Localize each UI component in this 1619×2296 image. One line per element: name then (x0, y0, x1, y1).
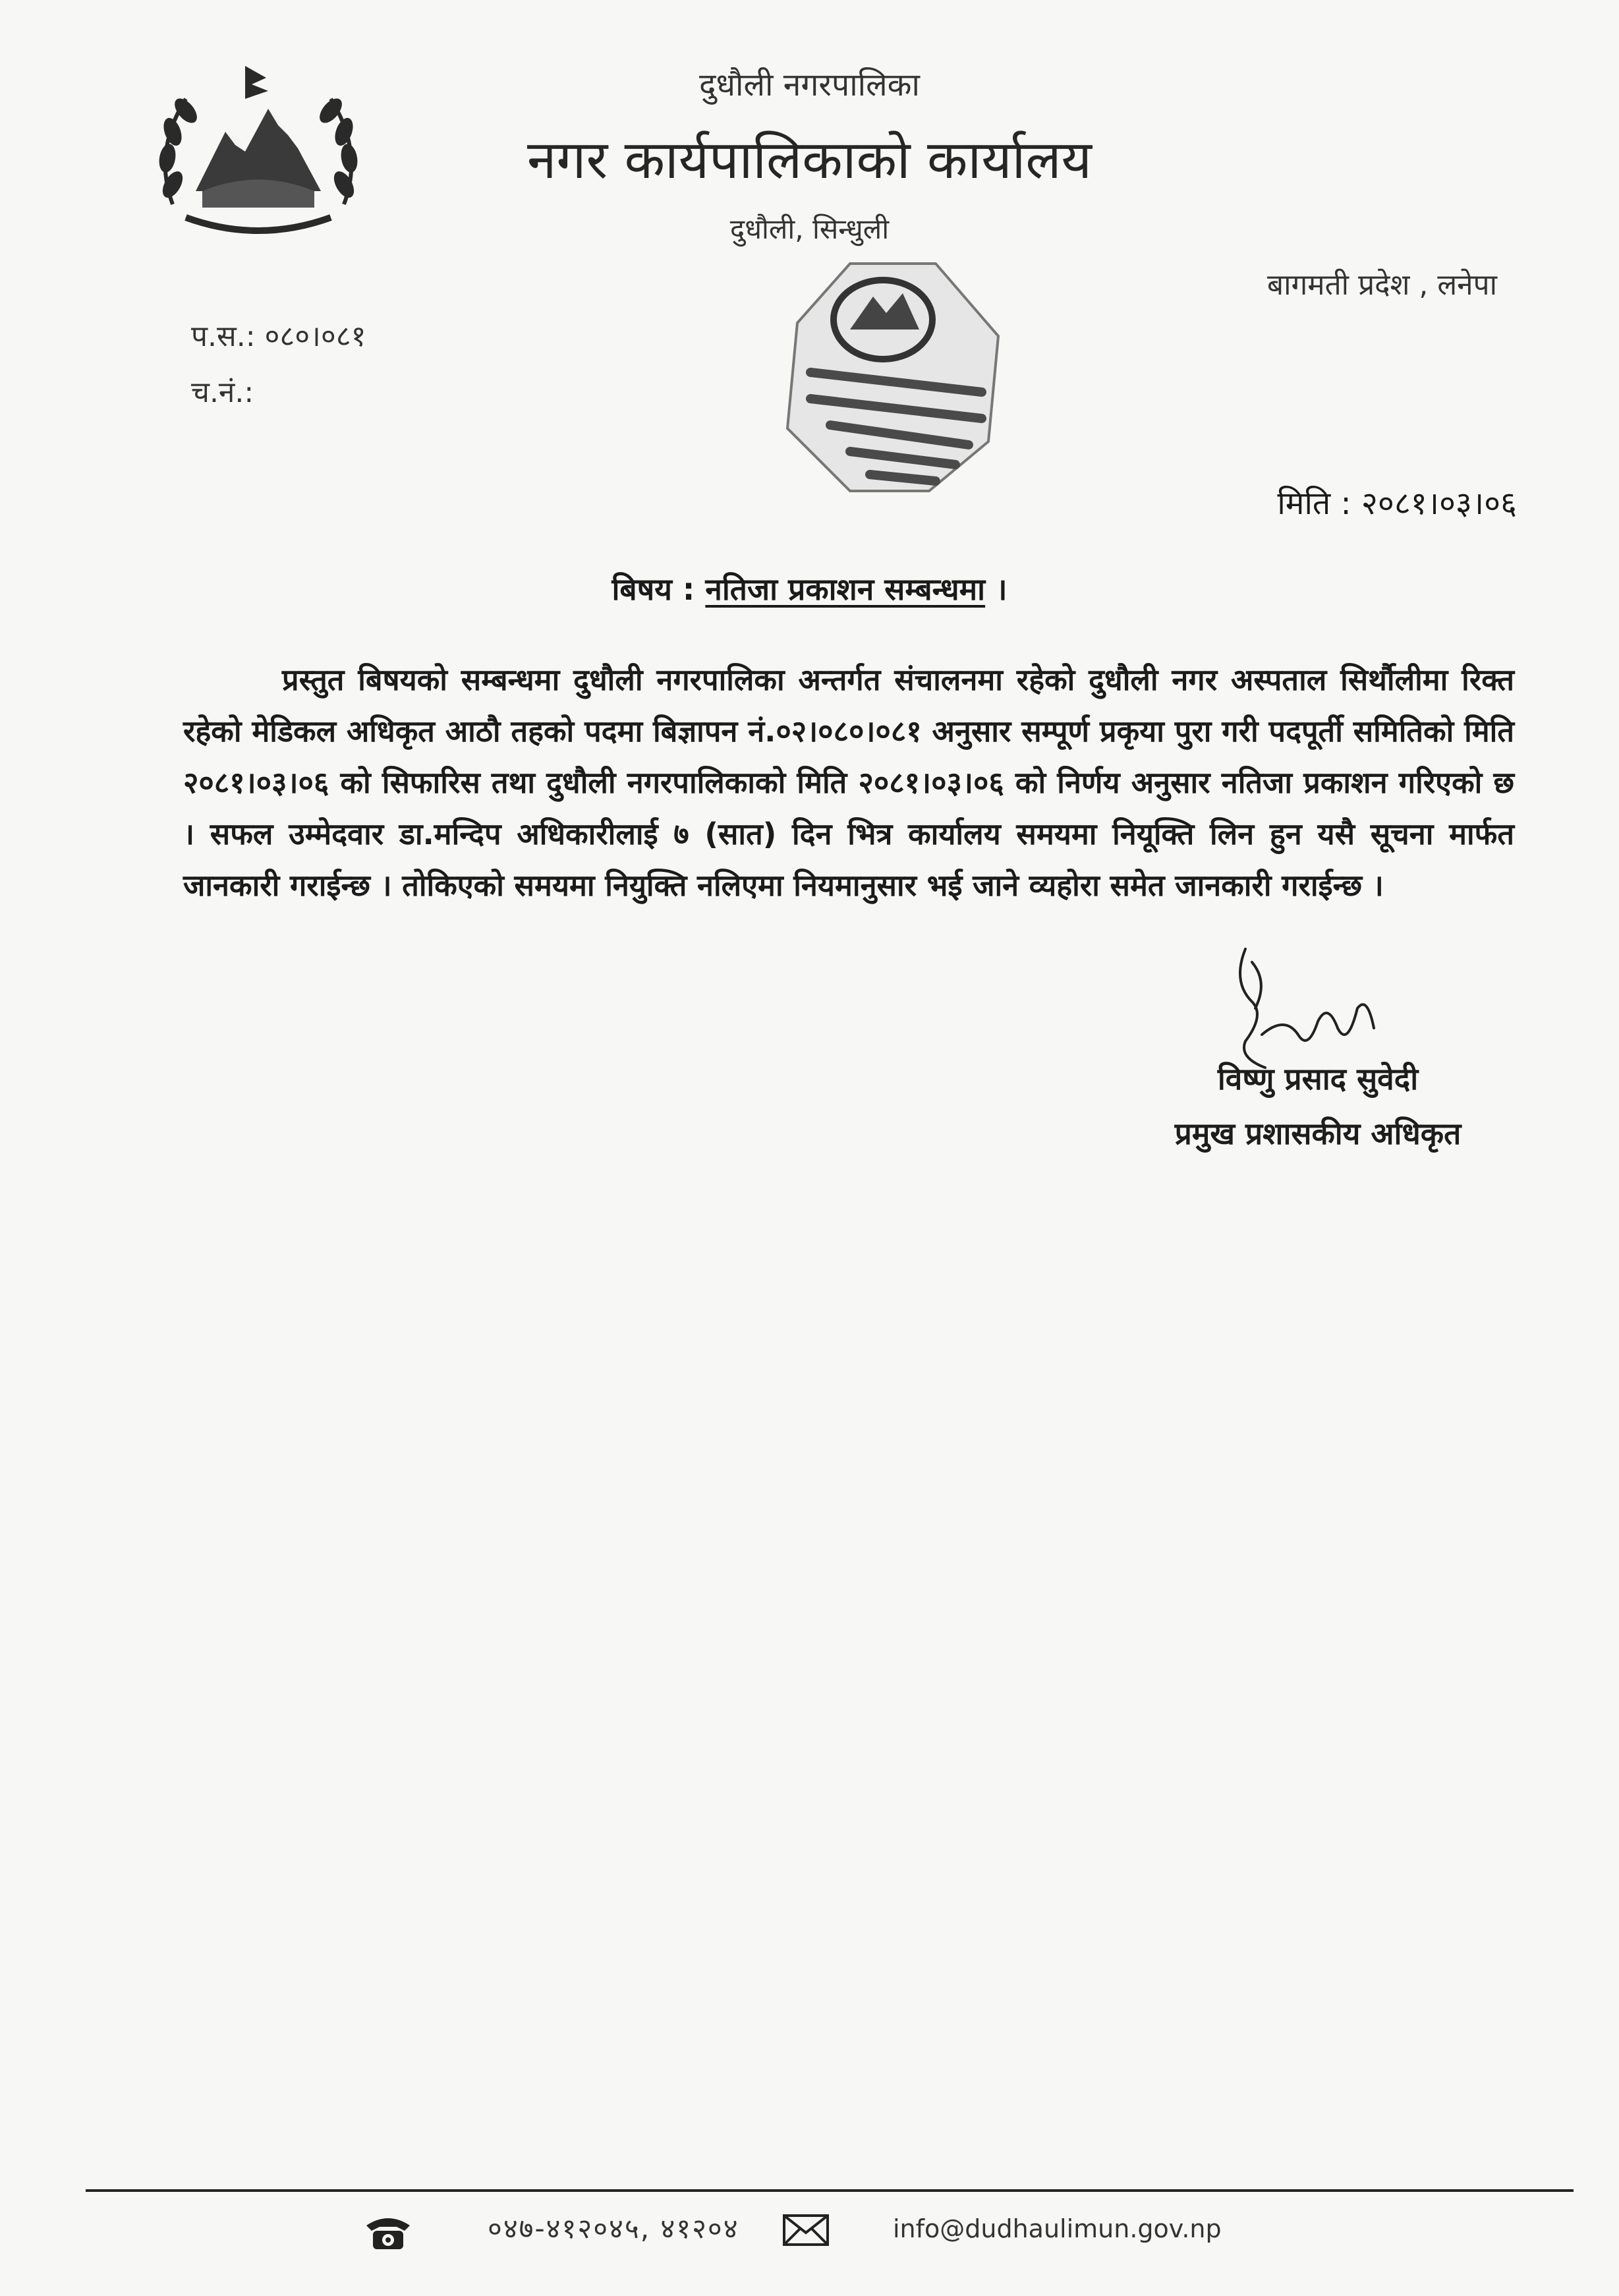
subject-end: । (985, 571, 1008, 607)
envelope-icon (783, 2214, 829, 2246)
letter-reference-number: प.स.: ०८०।०८१ (191, 320, 366, 353)
office-stamp-icon (771, 250, 1015, 501)
subject-line (0, 568, 1619, 609)
footer-email: info@dudhaulimun.gov.np (893, 2214, 1222, 2243)
footer-phone: ०४७-४१२०४५, ४१२०४ (488, 2212, 739, 2245)
subject-text: नतिजा प्रकाशन सम्बन्धमा (705, 571, 986, 607)
office-title: नगर कार्यपालिकाको कार्यालय (527, 129, 1092, 190)
office-location: दुधौली, सिन्धुली (729, 213, 890, 245)
subject-label: बिषय : (611, 571, 695, 607)
handwritten-signature (1206, 942, 1404, 1074)
signatory-name: विष्णु प्रसाद सुवेदी (1217, 1061, 1419, 1097)
province-name: बागमती प्रदेश , लनेपा (1267, 268, 1497, 302)
telephone-icon (364, 2211, 412, 2252)
footer-divider (86, 2189, 1574, 2192)
letter-body: प्रस्तुत बिषयको सम्बन्धमा दुधौली नगरपालिका अन्तर्गत संचालनमा रहेको दुधौली नगर अस्पताल सिर्थौलीमा रिक्त रहेको मेडिकल अधिकृत आठौ तहको पदमा बिज्ञापन नं.०२।०८०।०८१ अनुसार सम्पूर्ण प्रकृया पुरा गरी पदपूर्ती समितिको मिति २०८१।०३।०६ को सिफारिस तथा दुधौली नगरपालिकाको मिति २०८१।०३।०६ को निर्णय अनुसार नतिजा प्रकाशन गरिएको छ । सफल उम्मेदवार डा.मन्दिप अधिकारीलाई ७ (सात) दिन भित्र कार्यालय समयमा नियूक्ति लिन हुन यसै सूचना मार्फत जानकारी गराईन्छ । तोकिएको समयमा नियुक्ति नलिएमा नियमानुसार भई जाने व्यहोरा समेत जानकारी गराईन्छ । (183, 662, 1514, 903)
municipality-name: दुधौली नगरपालिका (699, 67, 920, 103)
dispatch-number: च.नं.: (191, 376, 254, 409)
signatory-title: प्रमुख प्रशासकीय अधिकृत (1174, 1116, 1462, 1151)
letter-date: मिति : २०८१।०३।०६ (1277, 485, 1517, 522)
